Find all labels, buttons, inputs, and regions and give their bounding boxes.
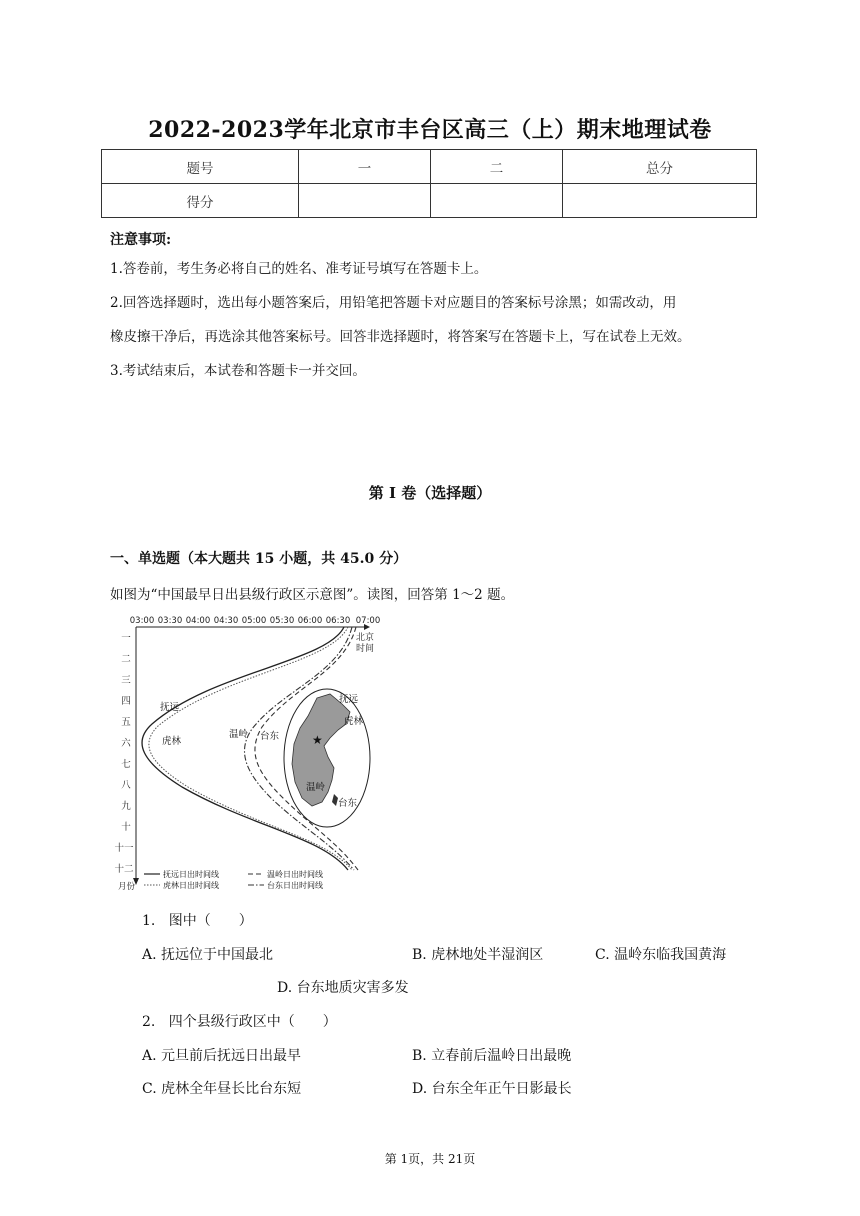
option-letter: D. <box>412 1081 428 1097</box>
time-tick: 03:30 <box>157 616 183 626</box>
q1-option-a[interactable] <box>142 944 273 964</box>
question-intro: 如图为“中国最早日出县级行政区示意图”。读图，回答第 1～2 题。 <box>110 587 515 603</box>
score-cell <box>431 184 563 218</box>
x-axis-unit: 北京 <box>356 633 375 643</box>
curve-label-hulin: 虎林 <box>162 736 182 747</box>
question-number: 2. <box>142 1014 156 1030</box>
q1-option-c[interactable] <box>595 944 726 964</box>
month-label: 二 <box>121 654 131 665</box>
question-1-stem <box>142 910 253 930</box>
month-label: 十二 <box>114 864 134 875</box>
q2-option-b[interactable] <box>412 1045 571 1065</box>
option-letter: C. <box>142 1081 157 1097</box>
map-label-wenling: 温岭 <box>306 782 326 793</box>
legend-hulin: 虎林日出时间线 <box>163 881 219 890</box>
score-row-label: 得分 <box>102 184 299 218</box>
page-footer: 第 1页，共 21页 <box>384 1152 476 1166</box>
score-cell <box>563 184 757 218</box>
curve-label-fuyuan: 抚远 <box>160 702 180 713</box>
notice-item: 1.答卷前，考生务必将自己的姓名、准考证号填写在答题卡上。 <box>110 261 488 277</box>
option-text: 元旦前后抚远日出最早 <box>161 1048 302 1064</box>
score-header-cell: 总分 <box>563 150 757 184</box>
time-tick: 04:30 <box>213 616 239 626</box>
score-header-cell: 一 <box>299 150 431 184</box>
legend-fuyuan: 抚远日出时间线 <box>163 870 219 879</box>
score-table-score-row <box>102 184 757 218</box>
option-text: 台东全年正午日影最长 <box>431 1081 572 1097</box>
question-text: 图中（ ） <box>168 913 253 929</box>
option-text: 虎林全年昼长比台东短 <box>161 1081 302 1097</box>
q1-option-b[interactable] <box>412 944 543 964</box>
score-table-header-row <box>102 150 757 184</box>
option-letter: D. <box>277 980 293 996</box>
option-letter: B. <box>412 1048 427 1064</box>
capital-star-icon: ★ <box>312 733 323 747</box>
option-letter: A. <box>142 947 157 963</box>
question-2-stem <box>142 1011 337 1031</box>
option-letter: A. <box>142 1048 157 1064</box>
legend-taidong: 台东日出时间线 <box>267 881 323 890</box>
option-text: 抚远位于中国最北 <box>161 947 274 963</box>
month-label: 四 <box>121 696 131 707</box>
month-label: 一 <box>121 633 131 644</box>
question-text: 四个县级行政区中（ ） <box>168 1014 337 1030</box>
option-letter: C. <box>595 947 610 963</box>
option-letter: B. <box>412 947 427 963</box>
q2-option-a[interactable] <box>142 1045 301 1065</box>
option-text: 温岭东临我国黄海 <box>614 947 727 963</box>
q2-option-c[interactable] <box>142 1078 301 1098</box>
time-tick: 04:00 <box>185 616 211 626</box>
notice-title: 注意事项: <box>110 232 172 248</box>
score-header-cell: 题号 <box>102 150 299 184</box>
score-cell <box>299 184 431 218</box>
month-label: 九 <box>121 801 131 812</box>
time-tick: 06:30 <box>325 616 351 626</box>
month-label: 三 <box>121 675 131 686</box>
x-axis-unit-2: 时间 <box>356 644 375 654</box>
month-label: 八 <box>121 780 131 791</box>
time-tick: 06:00 <box>297 616 323 626</box>
curve-label-wenling: 温岭 <box>229 729 249 740</box>
score-header-cell: 二 <box>431 150 563 184</box>
notice-item: 橡皮擦干净后，再选涂其他答案标号。回答非选择题时，将答案写在答题卡上，写在试卷上无效。 <box>110 329 691 345</box>
option-text: 立春前后温岭日出最晚 <box>431 1048 572 1064</box>
notice-item: 3.考试结束后，本试卷和答题卡一并交回。 <box>110 363 366 379</box>
section-title: 第 I 卷（选择题） <box>368 484 492 502</box>
month-label: 六 <box>121 738 131 749</box>
time-tick: 05:30 <box>269 616 295 626</box>
map-label-fuyuan: 抚远 <box>339 694 359 705</box>
sunrise-figure <box>112 612 392 894</box>
month-label: 十 <box>121 822 131 833</box>
curve-label-taidong: 台东 <box>260 731 280 742</box>
month-label: 五 <box>121 717 131 728</box>
time-tick: 05:00 <box>241 616 267 626</box>
q1-option-d[interactable] <box>277 977 409 997</box>
option-text: 虎林地处半湿润区 <box>431 947 544 963</box>
part-heading: 一、单选题（本大题共 15 小题，共 45.0 分） <box>110 551 408 567</box>
map-label-taidong: 台东 <box>338 798 358 809</box>
score-table <box>101 149 757 218</box>
month-label: 十一 <box>114 843 134 854</box>
map-label-hulin: 虎林 <box>344 716 364 727</box>
q2-option-d[interactable] <box>412 1078 572 1098</box>
page-title: 2022-2023学年北京市丰台区高三（上）期末地理试卷 <box>148 117 712 143</box>
time-tick: 07:00 <box>355 616 381 626</box>
notice-item: 2.回答选择题时，选出每小题答案后，用铅笔把答题卡对应题目的答案标号涂黑；如需改动，用 <box>110 295 677 311</box>
y-axis-unit: 月份 <box>118 882 136 892</box>
question-number: 1. <box>142 913 156 929</box>
legend-wenling: 温岭日出时间线 <box>267 870 323 879</box>
month-label: 七 <box>121 759 131 770</box>
option-text: 台东地质灾害多发 <box>296 980 409 996</box>
time-tick: 03:00 <box>129 616 155 626</box>
